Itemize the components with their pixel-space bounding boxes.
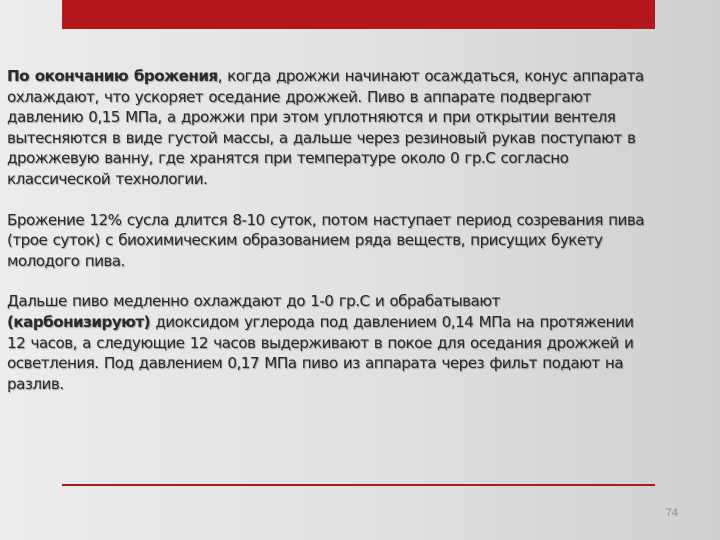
paragraph-lead-phrase: По окончанию брожения bbox=[7, 67, 218, 85]
page-number: 74 bbox=[665, 507, 678, 519]
paragraph-term: (карбонизируют) bbox=[7, 312, 151, 331]
paragraph-text: , когда дрожжи начинают осаждаться, конус аппарата охлаждают, что ускоряет оседание дрожжей. Пиво в аппарате подвергают давлению 0,15 МПа, а дрожжи при этом уплотняются и при открытии вентеля вытесняются в виде густой массы, а дальше через резиновый рукав поступают в дрожжевую ванну, где хранятся при температуре около 0 гр.С согласно классической технологии. bbox=[7, 67, 644, 188]
slide-body bbox=[7, 66, 647, 394]
paragraph-text: Дальше пиво медленно охлаждают до 1-0 гр.С и обрабатывают bbox=[7, 292, 500, 311]
bottom-divider-line bbox=[62, 484, 655, 486]
paragraph-fermentation-duration: Брожение 12% сусла длится 8-10 суток, потом наступает период созревания пива (трое суток) с биохимическим образованием ряда веществ, присущих букету молодого пива. bbox=[7, 210, 645, 270]
top-accent-bar bbox=[62, 0, 655, 29]
paragraph-text: диоксидом углерода под давлением 0,14 МПа на протяжении 12 часов, а следующие 12 часов выдерживают в покое для оседания дрожжей и осветления. Под давлением 0,17 МПа пиво из аппарата через фильт подают на разлив. bbox=[7, 312, 634, 393]
paragraph-end-of-fermentation bbox=[7, 66, 647, 190]
paragraph-carbonation bbox=[7, 291, 647, 394]
